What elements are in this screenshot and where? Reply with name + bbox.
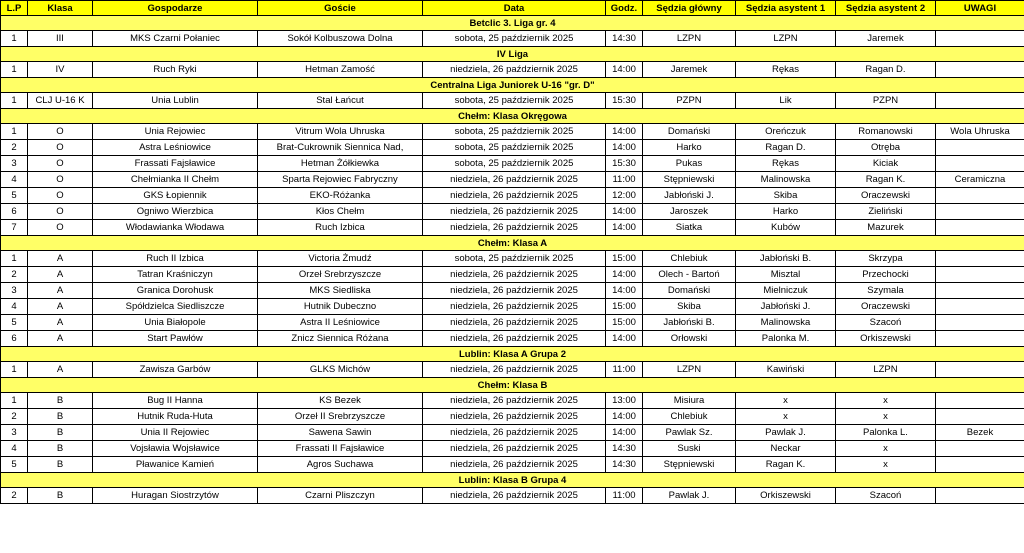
cell-godz: 14:00: [606, 204, 643, 220]
cell-goscie: Kłos Chełm: [258, 204, 423, 220]
cell-lp: 2: [1, 409, 28, 425]
cell-lp: 6: [1, 204, 28, 220]
cell-sedzia-asystent-1: Skiba: [736, 188, 836, 204]
cell-goscie: MKS Siedliska: [258, 283, 423, 299]
cell-sedzia-asystent-1: Jabłoński J.: [736, 299, 836, 315]
cell-sedzia-asystent-2: Ragan D.: [836, 62, 936, 78]
cell-uwagi: [936, 457, 1024, 473]
cell-godz: 14:00: [606, 409, 643, 425]
cell-sedzia-asystent-2: Kiciak: [836, 156, 936, 172]
cell-sedzia-asystent-1: Malinowska: [736, 315, 836, 331]
cell-uwagi: [936, 140, 1024, 156]
cell-sedzia-asystent-1: Orkiszewski: [736, 488, 836, 504]
table-row: [1, 425, 1024, 441]
cell-lp: 1: [1, 31, 28, 47]
section-header-row: [1, 16, 1024, 31]
cell-sedzia-glowny: Suski: [643, 441, 736, 457]
table-row: [1, 31, 1024, 47]
table-body: [1, 16, 1024, 504]
cell-sedzia-asystent-1: LZPN: [736, 31, 836, 47]
cell-data: niedziela, 26 październik 2025: [423, 315, 606, 331]
cell-klasa: A: [28, 283, 93, 299]
cell-sedzia-asystent-1: Palonka M.: [736, 331, 836, 347]
cell-gospodarze: Spółdzielca Siedliszcze: [93, 299, 258, 315]
cell-sedzia-asystent-2: Szacoń: [836, 315, 936, 331]
cell-gospodarze: Bug II Hanna: [93, 393, 258, 409]
cell-gospodarze: Włodawianka Włodawa: [93, 220, 258, 236]
cell-godz: 14:00: [606, 331, 643, 347]
cell-sedzia-asystent-1: Jabłoński B.: [736, 251, 836, 267]
cell-sedzia-asystent-2: PZPN: [836, 93, 936, 109]
cell-godz: 15:00: [606, 315, 643, 331]
cell-uwagi: [936, 393, 1024, 409]
section-title: IV Liga: [1, 47, 1024, 62]
cell-godz: 14:00: [606, 62, 643, 78]
cell-sedzia-asystent-2: Otręba: [836, 140, 936, 156]
cell-gospodarze: Astra Leśniowice: [93, 140, 258, 156]
cell-sedzia-asystent-2: Oraczewski: [836, 299, 936, 315]
cell-klasa: A: [28, 299, 93, 315]
cell-sedzia-glowny: Jabłoński B.: [643, 315, 736, 331]
cell-data: sobota, 25 październik 2025: [423, 124, 606, 140]
table-row: [1, 441, 1024, 457]
table-row: [1, 124, 1024, 140]
cell-uwagi: [936, 156, 1024, 172]
cell-uwagi: [936, 362, 1024, 378]
table-row: [1, 409, 1024, 425]
cell-sedzia-asystent-1: Rękas: [736, 156, 836, 172]
cell-data: niedziela, 26 październik 2025: [423, 283, 606, 299]
cell-sedzia-glowny: Misiura: [643, 393, 736, 409]
section-title: Lublin: Klasa B Grupa 4: [1, 473, 1024, 488]
cell-uwagi: [936, 188, 1024, 204]
cell-godz: 14:00: [606, 283, 643, 299]
cell-godz: 14:30: [606, 457, 643, 473]
cell-data: niedziela, 26 październik 2025: [423, 457, 606, 473]
cell-klasa: B: [28, 409, 93, 425]
cell-lp: 4: [1, 441, 28, 457]
table-row: [1, 362, 1024, 378]
cell-data: niedziela, 26 październik 2025: [423, 220, 606, 236]
cell-uwagi: [936, 299, 1024, 315]
section-title: Lublin: Klasa A Grupa 2: [1, 347, 1024, 362]
cell-lp: 1: [1, 62, 28, 78]
section-title: Centralna Liga Juniorek U-16 "gr. D": [1, 78, 1024, 93]
column-header-gospodarze: Gospodarze: [93, 1, 258, 16]
cell-sedzia-asystent-2: Mazurek: [836, 220, 936, 236]
cell-sedzia-asystent-1: Ragan K.: [736, 457, 836, 473]
cell-sedzia-asystent-1: Kawiński: [736, 362, 836, 378]
cell-sedzia-asystent-2: Przechocki: [836, 267, 936, 283]
cell-sedzia-glowny: Olech - Bartoń: [643, 267, 736, 283]
cell-sedzia-asystent-2: x: [836, 441, 936, 457]
cell-uwagi: Bezek: [936, 425, 1024, 441]
cell-goscie: Hutnik Dubeczno: [258, 299, 423, 315]
cell-gospodarze: Unia II Rejowiec: [93, 425, 258, 441]
cell-goscie: Sokół Kolbuszowa Dolna: [258, 31, 423, 47]
cell-goscie: KS Bezek: [258, 393, 423, 409]
cell-sedzia-glowny: Domański: [643, 124, 736, 140]
cell-data: sobota, 25 październik 2025: [423, 93, 606, 109]
column-header-sedzia-asystent-1: Sędzia asystent 1: [736, 1, 836, 16]
column-header-lp: L.P: [1, 1, 28, 16]
cell-klasa: B: [28, 441, 93, 457]
cell-sedzia-glowny: Stępniewski: [643, 172, 736, 188]
cell-sedzia-glowny: Skiba: [643, 299, 736, 315]
cell-goscie: Hetman Zamość: [258, 62, 423, 78]
cell-data: niedziela, 26 październik 2025: [423, 425, 606, 441]
cell-data: niedziela, 26 październik 2025: [423, 204, 606, 220]
cell-lp: 2: [1, 267, 28, 283]
cell-godz: 14:00: [606, 425, 643, 441]
cell-goscie: Brat-Cukrownik Siennica Nad,: [258, 140, 423, 156]
cell-goscie: Czarni Pliszczyn: [258, 488, 423, 504]
cell-klasa: CLJ U-16 K: [28, 93, 93, 109]
cell-lp: 3: [1, 283, 28, 299]
cell-sedzia-asystent-1: Harko: [736, 204, 836, 220]
cell-sedzia-asystent-2: Jaremek: [836, 31, 936, 47]
cell-klasa: O: [28, 124, 93, 140]
section-header-row: [1, 236, 1024, 251]
cell-data: niedziela, 26 październik 2025: [423, 488, 606, 504]
cell-klasa: O: [28, 204, 93, 220]
cell-uwagi: [936, 331, 1024, 347]
cell-data: niedziela, 26 październik 2025: [423, 409, 606, 425]
cell-sedzia-asystent-1: Malinowska: [736, 172, 836, 188]
cell-sedzia-asystent-1: Misztal: [736, 267, 836, 283]
cell-goscie: EKO-Różanka: [258, 188, 423, 204]
cell-data: niedziela, 26 październik 2025: [423, 299, 606, 315]
cell-godz: 12:00: [606, 188, 643, 204]
section-title: Chełm: Klasa Okręgowa: [1, 109, 1024, 124]
cell-uwagi: [936, 62, 1024, 78]
cell-sedzia-asystent-2: Zieliński: [836, 204, 936, 220]
cell-klasa: O: [28, 188, 93, 204]
cell-sedzia-glowny: LZPN: [643, 31, 736, 47]
cell-sedzia-asystent-1: x: [736, 409, 836, 425]
cell-data: sobota, 25 październik 2025: [423, 251, 606, 267]
cell-data: niedziela, 26 październik 2025: [423, 362, 606, 378]
cell-sedzia-glowny: Jaroszek: [643, 204, 736, 220]
section-title: Chełm: Klasa B: [1, 378, 1024, 393]
cell-klasa: III: [28, 31, 93, 47]
cell-sedzia-glowny: LZPN: [643, 362, 736, 378]
cell-lp: 1: [1, 251, 28, 267]
cell-godz: 14:00: [606, 220, 643, 236]
table-row: [1, 204, 1024, 220]
cell-data: sobota, 25 październik 2025: [423, 140, 606, 156]
cell-gospodarze: Unia Rejowiec: [93, 124, 258, 140]
column-header-klasa: Klasa: [28, 1, 93, 16]
cell-uwagi: [936, 251, 1024, 267]
cell-godz: 15:30: [606, 156, 643, 172]
cell-lp: 3: [1, 425, 28, 441]
cell-godz: 14:30: [606, 441, 643, 457]
section-header-row: [1, 347, 1024, 362]
table-row: [1, 172, 1024, 188]
cell-godz: 14:00: [606, 124, 643, 140]
cell-gospodarze: Tatran Kraśniczyn: [93, 267, 258, 283]
header-row: [1, 1, 1024, 16]
cell-data: niedziela, 26 październik 2025: [423, 393, 606, 409]
cell-klasa: IV: [28, 62, 93, 78]
cell-uwagi: Ceramiczna: [936, 172, 1024, 188]
table-row: [1, 156, 1024, 172]
cell-sedzia-asystent-1: Oreńczuk: [736, 124, 836, 140]
cell-klasa: A: [28, 315, 93, 331]
column-header-uwagi: UWAGI: [936, 1, 1024, 16]
table-row: [1, 267, 1024, 283]
cell-uwagi: [936, 31, 1024, 47]
cell-sedzia-asystent-1: Lik: [736, 93, 836, 109]
table-row: [1, 140, 1024, 156]
cell-klasa: O: [28, 140, 93, 156]
cell-sedzia-asystent-1: Neckar: [736, 441, 836, 457]
cell-lp: 2: [1, 140, 28, 156]
cell-klasa: O: [28, 220, 93, 236]
cell-sedzia-asystent-2: Palonka L.: [836, 425, 936, 441]
cell-gospodarze: Ruch Ryki: [93, 62, 258, 78]
cell-gospodarze: Ogniwo Wierzbica: [93, 204, 258, 220]
cell-sedzia-asystent-2: x: [836, 409, 936, 425]
cell-godz: 11:00: [606, 488, 643, 504]
table-row: [1, 62, 1024, 78]
cell-data: niedziela, 26 październik 2025: [423, 62, 606, 78]
cell-goscie: Sawena Sawin: [258, 425, 423, 441]
cell-klasa: B: [28, 457, 93, 473]
cell-sedzia-asystent-1: Pawlak J.: [736, 425, 836, 441]
section-header-row: [1, 78, 1024, 93]
cell-uwagi: [936, 204, 1024, 220]
cell-uwagi: [936, 441, 1024, 457]
cell-uwagi: [936, 283, 1024, 299]
cell-sedzia-glowny: Stępniewski: [643, 457, 736, 473]
cell-lp: 5: [1, 188, 28, 204]
cell-klasa: B: [28, 425, 93, 441]
cell-sedzia-asystent-2: x: [836, 457, 936, 473]
table-row: [1, 93, 1024, 109]
cell-data: niedziela, 26 październik 2025: [423, 441, 606, 457]
column-header-data: Data: [423, 1, 606, 16]
table-row: [1, 315, 1024, 331]
cell-goscie: Frassati II Fajsławice: [258, 441, 423, 457]
cell-sedzia-asystent-1: Mielniczuk: [736, 283, 836, 299]
cell-klasa: A: [28, 362, 93, 378]
table-row: [1, 331, 1024, 347]
cell-lp: 1: [1, 124, 28, 140]
cell-klasa: B: [28, 488, 93, 504]
cell-sedzia-glowny: Orłowski: [643, 331, 736, 347]
cell-goscie: Sparta Rejowiec Fabryczny: [258, 172, 423, 188]
cell-gospodarze: Start Pawłów: [93, 331, 258, 347]
cell-data: sobota, 25 październik 2025: [423, 31, 606, 47]
cell-goscie: Stal Łańcut: [258, 93, 423, 109]
cell-data: niedziela, 26 październik 2025: [423, 188, 606, 204]
cell-uwagi: [936, 488, 1024, 504]
cell-lp: 2: [1, 488, 28, 504]
cell-sedzia-glowny: Chlebiuk: [643, 251, 736, 267]
cell-sedzia-glowny: Chlebiuk: [643, 409, 736, 425]
column-header-goscie: Goście: [258, 1, 423, 16]
cell-sedzia-glowny: Pukas: [643, 156, 736, 172]
cell-sedzia-glowny: Pawlak J.: [643, 488, 736, 504]
column-header-godz: Godz.: [606, 1, 643, 16]
cell-data: niedziela, 26 październik 2025: [423, 267, 606, 283]
table-row: [1, 393, 1024, 409]
cell-lp: 3: [1, 156, 28, 172]
cell-gospodarze: Pławanice Kamień: [93, 457, 258, 473]
cell-uwagi: [936, 93, 1024, 109]
cell-gospodarze: MKS Czarni Połaniec: [93, 31, 258, 47]
cell-godz: 11:00: [606, 362, 643, 378]
cell-goscie: Astra II Leśniowice: [258, 315, 423, 331]
cell-sedzia-glowny: PZPN: [643, 93, 736, 109]
cell-gospodarze: Chełmianka II Chełm: [93, 172, 258, 188]
cell-goscie: Orzeł II Srebrzyszcze: [258, 409, 423, 425]
cell-sedzia-asystent-2: x: [836, 393, 936, 409]
cell-sedzia-glowny: Harko: [643, 140, 736, 156]
section-header-row: [1, 109, 1024, 124]
table-row: [1, 251, 1024, 267]
cell-lp: 7: [1, 220, 28, 236]
cell-sedzia-asystent-2: LZPN: [836, 362, 936, 378]
cell-lp: 6: [1, 331, 28, 347]
cell-data: sobota, 25 październik 2025: [423, 156, 606, 172]
cell-godz: 14:00: [606, 267, 643, 283]
cell-sedzia-glowny: Pawlak Sz.: [643, 425, 736, 441]
cell-lp: 1: [1, 393, 28, 409]
cell-klasa: A: [28, 251, 93, 267]
cell-gospodarze: Zawisza Garbów: [93, 362, 258, 378]
cell-goscie: Vitrum Wola Uhruska: [258, 124, 423, 140]
cell-gospodarze: Huragan Siostrzytów: [93, 488, 258, 504]
cell-goscie: Agros Suchawa: [258, 457, 423, 473]
table-row: [1, 283, 1024, 299]
section-title: Betclic 3. Liga gr. 4: [1, 16, 1024, 31]
cell-godz: 15:30: [606, 93, 643, 109]
table-row: [1, 457, 1024, 473]
cell-gospodarze: Unia Białopole: [93, 315, 258, 331]
column-header-sedzia-glowny: Sędzia główny: [643, 1, 736, 16]
section-title: Chełm: Klasa A: [1, 236, 1024, 251]
cell-godz: 15:00: [606, 299, 643, 315]
cell-lp: 4: [1, 299, 28, 315]
cell-goscie: Znicz Siennica Różana: [258, 331, 423, 347]
cell-uwagi: [936, 267, 1024, 283]
cell-gospodarze: Frassati Fajsławice: [93, 156, 258, 172]
cell-sedzia-asystent-1: Kubów: [736, 220, 836, 236]
cell-sedzia-asystent-1: x: [736, 393, 836, 409]
cell-godz: 15:00: [606, 251, 643, 267]
cell-goscie: Orzeł Srebrzyszcze: [258, 267, 423, 283]
cell-sedzia-glowny: Domański: [643, 283, 736, 299]
cell-sedzia-glowny: Jabłoński J.: [643, 188, 736, 204]
cell-lp: 1: [1, 362, 28, 378]
cell-godz: 11:00: [606, 172, 643, 188]
section-header-row: [1, 473, 1024, 488]
table-row: [1, 220, 1024, 236]
cell-sedzia-asystent-1: Ragan D.: [736, 140, 836, 156]
cell-data: niedziela, 26 październik 2025: [423, 172, 606, 188]
cell-sedzia-glowny: Jaremek: [643, 62, 736, 78]
cell-gospodarze: Unia Lublin: [93, 93, 258, 109]
cell-godz: 13:00: [606, 393, 643, 409]
cell-sedzia-asystent-2: Szymala: [836, 283, 936, 299]
cell-godz: 14:30: [606, 31, 643, 47]
table-row: [1, 299, 1024, 315]
cell-gospodarze: Vojsławia Wojsławice: [93, 441, 258, 457]
column-header-sedzia-asystent-2: Sędzia asystent 2: [836, 1, 936, 16]
cell-sedzia-asystent-1: Rękas: [736, 62, 836, 78]
cell-klasa: A: [28, 267, 93, 283]
cell-uwagi: Wola Uhruska: [936, 124, 1024, 140]
cell-goscie: Hetman Żółkiewka: [258, 156, 423, 172]
cell-lp: 4: [1, 172, 28, 188]
cell-sedzia-asystent-2: Oraczewski: [836, 188, 936, 204]
cell-klasa: O: [28, 172, 93, 188]
cell-uwagi: [936, 315, 1024, 331]
cell-goscie: Victoria Żmudź: [258, 251, 423, 267]
cell-klasa: B: [28, 393, 93, 409]
cell-goscie: Ruch Izbica: [258, 220, 423, 236]
cell-godz: 14:00: [606, 140, 643, 156]
cell-goscie: GLKS Michów: [258, 362, 423, 378]
cell-gospodarze: Hutnik Ruda-Huta: [93, 409, 258, 425]
cell-lp: 5: [1, 315, 28, 331]
cell-lp: 1: [1, 93, 28, 109]
cell-gospodarze: Granica Dorohusk: [93, 283, 258, 299]
cell-sedzia-asystent-2: Ragan K.: [836, 172, 936, 188]
table-row: [1, 188, 1024, 204]
cell-sedzia-asystent-2: Skrzypa: [836, 251, 936, 267]
cell-lp: 5: [1, 457, 28, 473]
cell-sedzia-asystent-2: Orkiszewski: [836, 331, 936, 347]
table-row: [1, 488, 1024, 504]
section-header-row: [1, 47, 1024, 62]
cell-data: niedziela, 26 październik 2025: [423, 331, 606, 347]
cell-gospodarze: GKS Łopiennik: [93, 188, 258, 204]
cell-sedzia-asystent-2: Romanowski: [836, 124, 936, 140]
section-header-row: [1, 378, 1024, 393]
cell-uwagi: [936, 220, 1024, 236]
cell-klasa: O: [28, 156, 93, 172]
cell-sedzia-glowny: Siatka: [643, 220, 736, 236]
cell-klasa: A: [28, 331, 93, 347]
cell-sedzia-asystent-2: Szacoń: [836, 488, 936, 504]
cell-uwagi: [936, 409, 1024, 425]
cell-gospodarze: Ruch II Izbica: [93, 251, 258, 267]
